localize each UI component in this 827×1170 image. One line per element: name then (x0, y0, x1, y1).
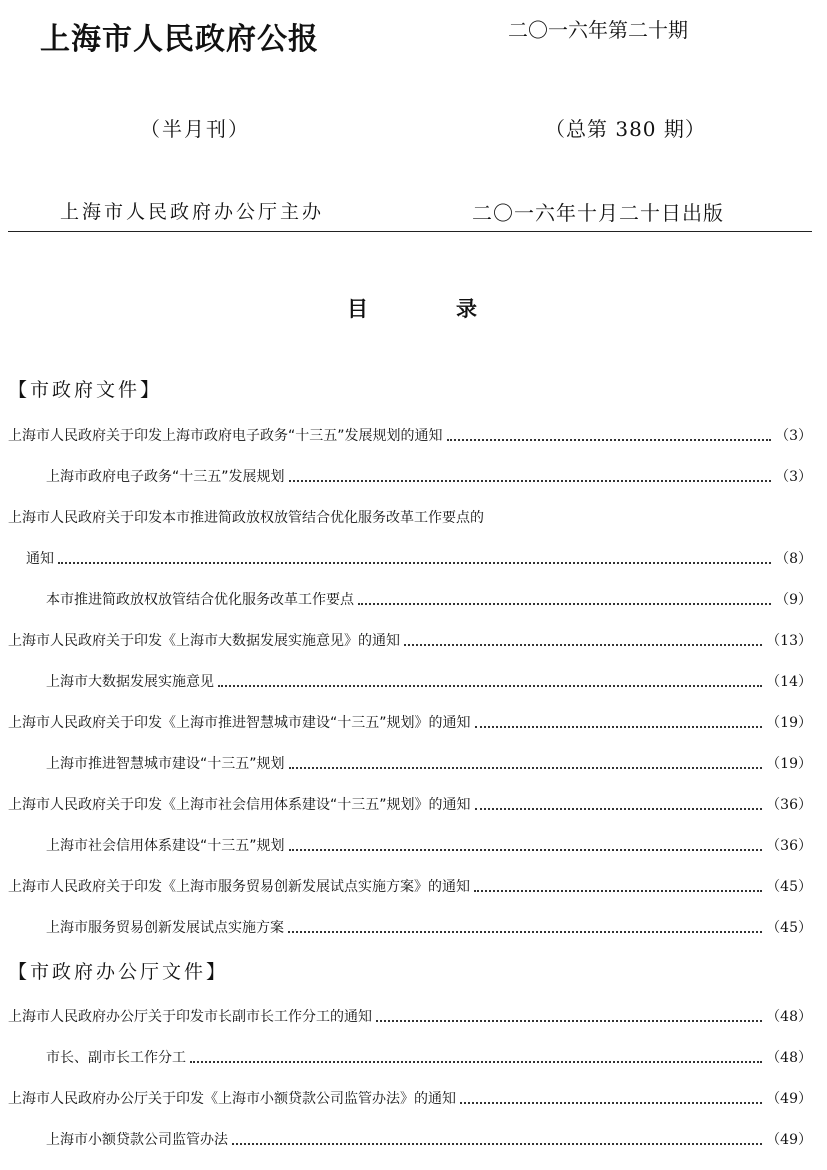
toc-entry-page: （19） (766, 715, 812, 731)
toc-entry-title: 通知 (26, 551, 54, 567)
dot-leader (289, 849, 763, 851)
toc-entry[interactable] (46, 751, 812, 773)
dot-leader (232, 1143, 762, 1145)
toc-entry-continuation[interactable] (26, 546, 812, 568)
toc-entry-page: （45） (766, 920, 812, 936)
dot-leader (358, 603, 771, 605)
section-heading-municipal-government: 【市政府文件】 (8, 379, 163, 401)
dot-leader (475, 808, 763, 810)
toc-entry-title: 上海市人民政府关于印发《上海市服务贸易创新发展试点实施方案》的通知 (8, 879, 470, 895)
toc-entry-title: 上海市人民政府关于印发上海市政府电子政务“十三五”发展规划的通知 (8, 428, 443, 444)
toc-entry[interactable] (46, 915, 812, 937)
toc-entry-page: （9） (775, 592, 812, 608)
toc-entry-page: （48） (766, 1050, 812, 1066)
dot-leader (289, 480, 772, 482)
dot-leader (447, 439, 772, 441)
publication-frequency: （半月刊） (140, 117, 250, 141)
gazette-title: 上海市人民政府公报 (40, 22, 319, 57)
toc-entry-title: 上海市政府电子政务“十三五”发展规划 (46, 469, 285, 485)
toc-entry[interactable] (8, 1086, 812, 1108)
dot-leader (288, 931, 762, 933)
issue-number: 二〇一六年第二十期 (508, 18, 688, 42)
toc-entry-page: （36） (766, 838, 812, 854)
publisher: 上海市人民政府办公厅主办 (60, 201, 325, 223)
toc-entry-title: 上海市大数据发展实施意见 (46, 674, 214, 690)
toc-entry[interactable] (46, 1045, 812, 1067)
toc-entry[interactable] (8, 628, 812, 650)
dot-leader (190, 1061, 762, 1063)
toc-entry-title: 上海市人民政府关于印发《上海市推进智慧城市建设“十三五”规划》的通知 (8, 715, 471, 731)
section-heading-general-office: 【市政府办公厅文件】 (8, 961, 229, 983)
toc-entry-title: 上海市社会信用体系建设“十三五”规划 (46, 838, 285, 854)
toc-heading-char-1: 目 (347, 296, 368, 321)
toc-heading-char-2: 录 (456, 296, 477, 321)
toc-entry-page: （3） (775, 428, 812, 444)
toc-entry-title: 市长、副市长工作分工 (46, 1050, 186, 1066)
toc-entry-page: （45） (766, 879, 812, 895)
header-divider (8, 231, 812, 232)
toc-entry-page: （48） (766, 1009, 812, 1025)
toc-entry[interactable] (46, 669, 812, 691)
publication-date: 二〇一六年十月二十日出版 (472, 201, 724, 225)
toc-entry-title: 上海市人民政府办公厅关于印发市长副市长工作分工的通知 (8, 1009, 372, 1025)
toc-entry[interactable] (46, 833, 812, 855)
dot-leader (460, 1102, 762, 1104)
toc-entry[interactable] (8, 792, 812, 814)
toc-entry[interactable] (8, 505, 812, 527)
toc-entry-page: （14） (766, 674, 812, 690)
toc-entry[interactable] (46, 1127, 812, 1149)
toc-entry-page: （19） (766, 756, 812, 772)
dot-leader (58, 562, 771, 564)
toc-entry-page: （8） (775, 551, 812, 567)
dot-leader (376, 1020, 762, 1022)
toc-entry[interactable] (46, 587, 812, 609)
dot-leader (404, 644, 762, 646)
toc-entry-title: 上海市人民政府关于印发本市推进简政放权放管结合优化服务改革工作要点的 (8, 510, 484, 526)
toc-entry-page: （13） (766, 633, 812, 649)
toc-entry-title: 本市推进简政放权放管结合优化服务改革工作要点 (46, 592, 354, 608)
toc-entry-title: 上海市推进智慧城市建设“十三五”规划 (46, 756, 285, 772)
toc-entry[interactable] (8, 874, 812, 896)
total-issue-number: （总第 380 期） (545, 117, 706, 141)
toc-entry-title: 上海市人民政府关于印发《上海市大数据发展实施意见》的通知 (8, 633, 400, 649)
dot-leader (475, 726, 763, 728)
toc-entry-title: 上海市人民政府关于印发《上海市社会信用体系建设“十三五”规划》的通知 (8, 797, 471, 813)
toc-entry-title: 上海市小额贷款公司监管办法 (46, 1132, 228, 1148)
dot-leader (289, 767, 763, 769)
dot-leader (218, 685, 762, 687)
toc-entry-title: 上海市服务贸易创新发展试点实施方案 (46, 920, 284, 936)
toc-entry-page: （3） (775, 469, 812, 485)
toc-entry-page: （49） (766, 1091, 812, 1107)
toc-entry-page: （36） (766, 797, 812, 813)
toc-entry[interactable] (8, 710, 812, 732)
toc-entry-title: 上海市人民政府办公厅关于印发《上海市小额贷款公司监管办法》的通知 (8, 1091, 456, 1107)
dot-leader (474, 890, 762, 892)
toc-entry[interactable] (8, 423, 812, 445)
toc-entry[interactable] (46, 464, 812, 486)
toc-entry[interactable] (8, 1004, 812, 1026)
toc-entry-page: （49） (766, 1132, 812, 1148)
